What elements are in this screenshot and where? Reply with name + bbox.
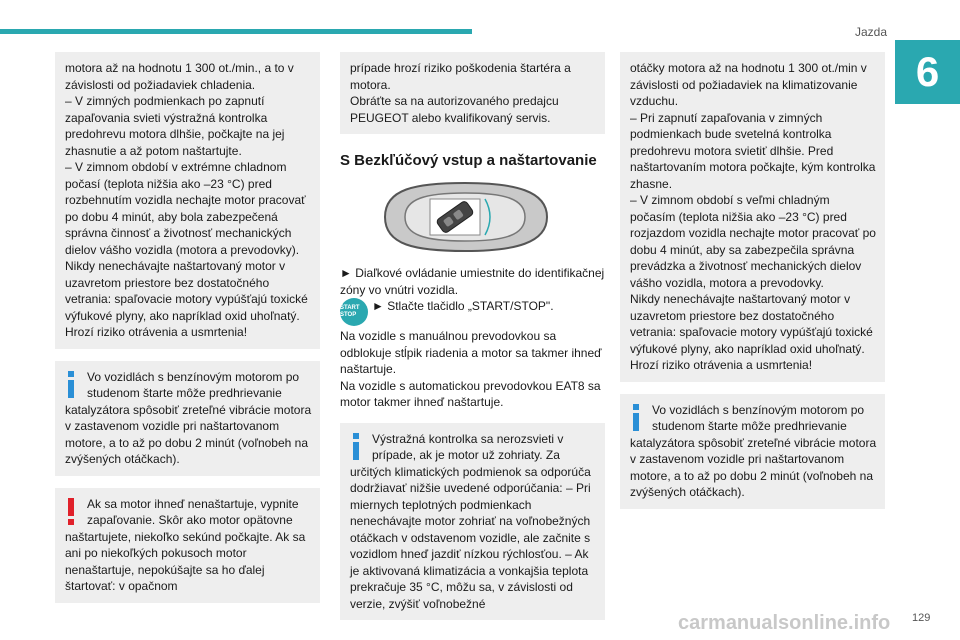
info-icon — [348, 433, 366, 461]
info-icon — [628, 404, 646, 432]
paragraph: motora až na hodnotu 1 300 ot./min., a to v závislosti od požiadaviek chladenia. — [65, 61, 294, 92]
paragraph: – V zimných podmienkach po zapnutí zapaľovania svieti výstražná kontrolka predohrevu motora dlhšie, počkajte na jej zhasnutie a až potom naštartujte. — [65, 94, 285, 158]
info-text: Výstražná kontrolka sa nerozsvieti v prípade, ak je motor už zohriaty. Za určitých klimatických podmienok sa odporúča dodržiavať nižšie uvedené odporúčania: – Pri miernych teplotných podmienkach nenechávajte motor zohriať na voľnobežných otáčkach v odstavenom vozidle, ale začnite s vozidlom hneď jazdiť nízkou rýchlosťou. – Ak je aktivovaná klimatizácia a vonkajšia teplota prekračuje 35 °C, môžu sa, v závislosti od verzie, zvýšiť voľnobežné — [350, 431, 591, 611]
step-text: ► Diaľkové ovládanie umiestnite do identifikačnej zóny vo vnútri vozidla. — [340, 266, 605, 297]
column-2 — [340, 52, 605, 620]
info-icon — [63, 371, 81, 399]
start-stop-button-icon — [340, 298, 368, 326]
start-stop-label: START STOP — [340, 305, 360, 318]
paragraph: Nikdy nenechávajte naštartovaný motor v uzavretom priestore bez dostatočného vetrania: spaľovacie motory vypúšťajú toxické výfukové plyny, ako napríklad oxid uhoľnatý. Hrozí riziko otrávenia a usmrtenia! — [65, 259, 308, 339]
paragraph: Na vozidle s manuálnou prevodovkou sa odblokuje stĺpik riadenia a motor sa takmer ihneď naštartuje. — [340, 329, 602, 376]
paragraph: Obráťte sa na autorizovaného predajcu PEUGEOT alebo kvalifikovaný servis. — [350, 94, 559, 125]
paragraph: Na vozidle s automatickou prevodovkou EAT8 sa motor takmer ihneď naštartuje. — [340, 378, 601, 409]
info-note — [55, 361, 320, 476]
info-text: Vo vozidlách s benzínovým motorom po studenom štarte môže predhrievanie katalyzátora spôsobiť zreteľné vibrácie motora v zastavenom vozidle pri naštartovanom motore, a to až po dobu 2 minút (voľnobeh na zvýšených otáčkach). — [65, 369, 312, 466]
text-box — [55, 52, 320, 349]
info-note — [340, 423, 605, 621]
section-heading: S Bezkľúčový vstup a naštartovanie — [340, 152, 597, 169]
info-text: Vo vozidlách s benzínovým motorom po studenom štarte môže predhrievanie katalyzátora spôsobiť zreteľné vibrácie motora v zastavenom vozidle pri naštartovanom motore, a to až po dobu 2 minút (voľnobeh na zvýšených otáčkach). — [630, 402, 877, 499]
warning-text: Ak sa motor ihneď nenaštartuje, vypnite zapaľovanie. Skôr ako motor opätovne naštartujete, niekoľko sekúnd počkajte. Ak sa ani po niekoľkých pokusoch motor nenaštartuje, nepokúšajte sa ho ďalej štartovať: v opačnom — [65, 496, 306, 593]
paragraph: otáčky motora až na hodnotu 1 300 ot./min v závislosti od požiadaviek na klimatizovanie vzduchu. — [630, 61, 867, 108]
info-note — [620, 394, 885, 509]
start-step — [340, 298, 605, 328]
chapter-tab: 6 — [895, 40, 960, 104]
paragraph: – V zimnom období s veľmi chladným počasím (teplota nižšia ako –23 °C) pred rozjazdom vozidla nechajte motor pracovať po dobu 4 minút, aby sa zabezpečila správna prevádzka a životnosť mechanických dielov vášho vozidla, motora a prevodovky. — [630, 193, 876, 290]
column-1 — [55, 52, 320, 603]
paragraph: – V zimnom období v extrémne chladnom počasí (teplota nižšia ako –23 °C) pred rozbehnutím vozidla nechajte motor pracovať po dobu 4 minút, aby bola zabezpečená správna činnosť a životnosť mechanických dielov vášho vozidla (motora a prevodovky). — [65, 160, 306, 257]
paragraph: Nikdy nenechávajte naštartovaný motor v uzavretom priestore bez dostatočného vetrania: spaľovacie motory vypúšťajú toxické výfukové plyny, ako napríklad oxid uhoľnatý. Hrozí riziko otrávenia a usmrtenia! — [630, 292, 873, 372]
car-key-zone-illustration — [375, 179, 555, 255]
warning-note — [55, 488, 320, 603]
step-text: ► Stlačte tlačidlo „START/STOP". — [372, 299, 554, 313]
header-accent-bar — [0, 29, 472, 34]
page-number: 129 — [912, 612, 931, 624]
text-box — [620, 52, 885, 382]
watermark: carmanualsonline.info — [678, 612, 891, 634]
paragraph: prípade hrozí riziko poškodenia štartéra a motora. — [350, 61, 571, 92]
warning-icon — [63, 498, 81, 526]
section-title: Jazda — [855, 25, 888, 39]
text-box — [340, 52, 605, 134]
paragraph: – Pri zapnutí zapaľovania v zimných podmienkach bude svetelná kontrolka predohrevu motora svietiť dlhšie. Pred naštartovaním motora počkajte, kým kontrolka zhasne. — [630, 110, 876, 191]
column-3 — [620, 52, 885, 509]
